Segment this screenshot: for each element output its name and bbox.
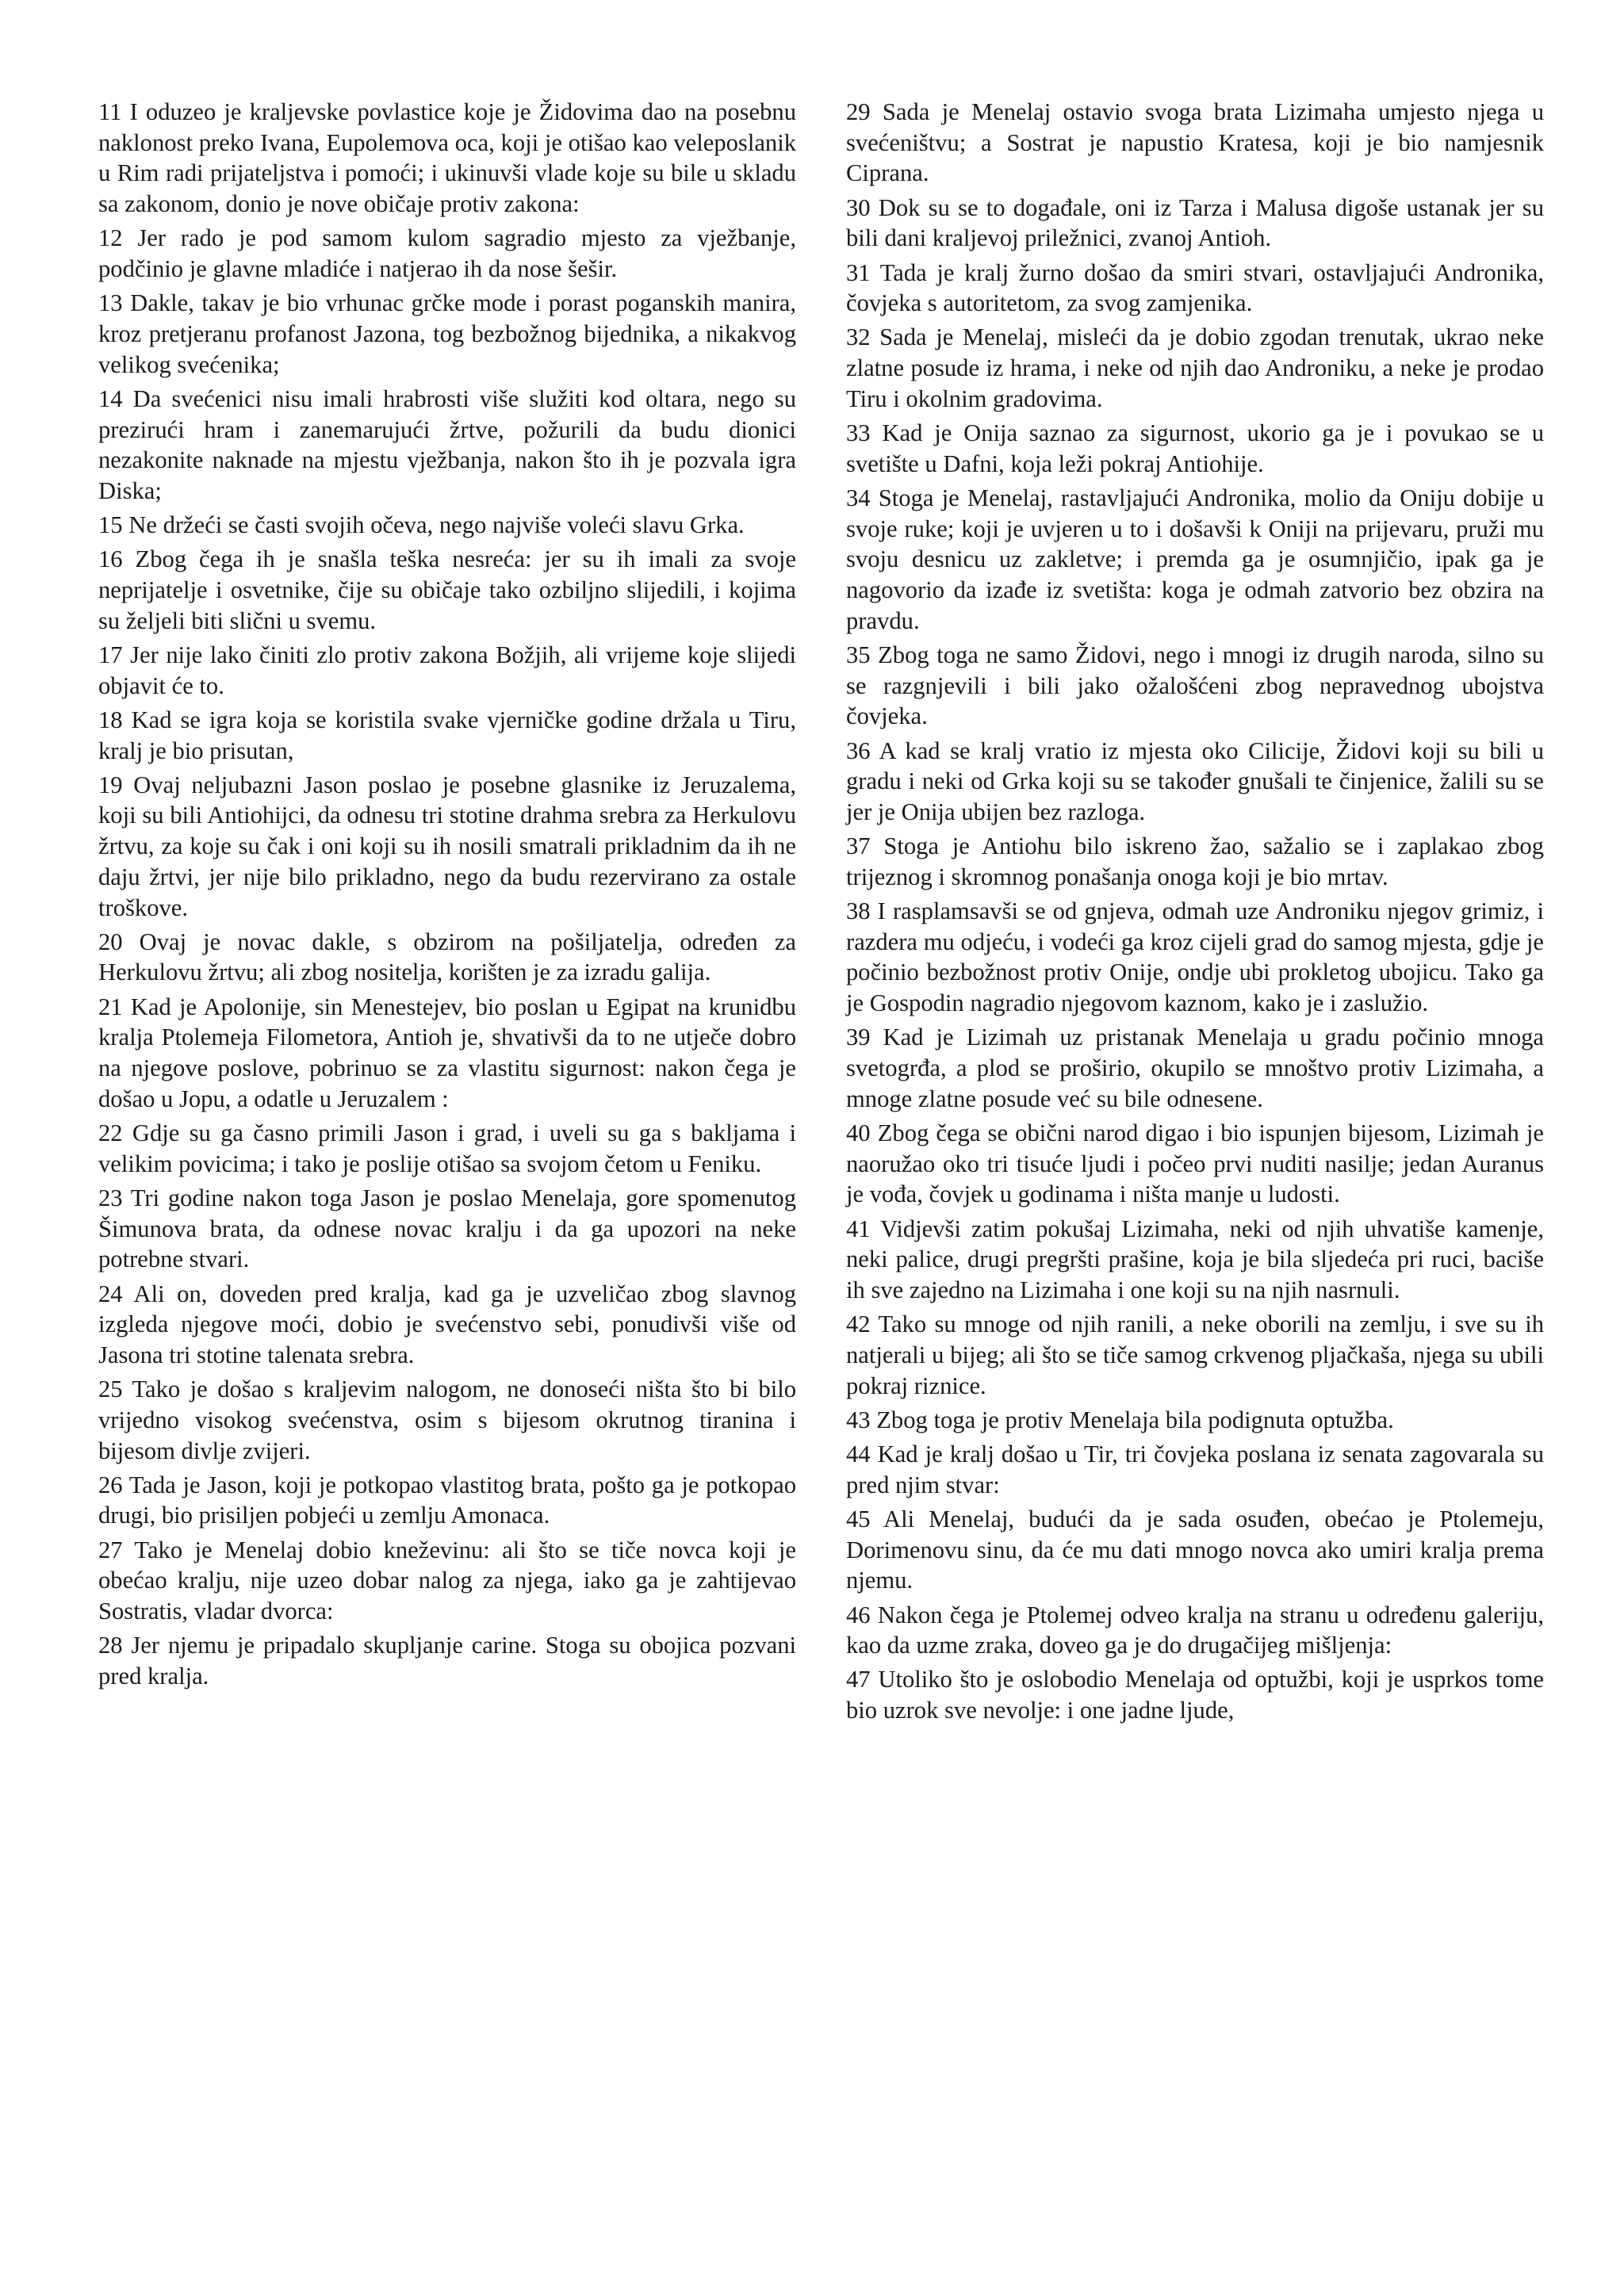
verse: 32 Sada je Menelaj, misleći da je dobio zgodan trenutak, ukrao neke zlatne posude iz hrama, i neke od njih dao Androniku, a neke je prodao Tiru i okolnim gradovima.: [846, 323, 1544, 412]
verse: 11 I oduzeo je kraljevske povlastice koje je Židovima dao na posebnu naklonost preko Ivana, Eupolemova oca, koji je otišao kao veleposlanik u Rim radi prijateljstva i pomoći; i ukinuvši vlade koje su bile u skladu sa zakonom, donio je nove običaje protiv zakona:: [98, 98, 796, 218]
right-column: [846, 97, 1544, 1729]
verse: 39 Kad je Lizimah uz pristanak Menelaja u gradu počinio mnoga svetogrđa, a plod se proširio, okupilo se mnoštvo protiv Lizimaha, a mnoge zlatne posude već su bile odnesene.: [846, 1024, 1544, 1112]
verse: 42 Tako su mnoge od njih ranili, a neke oborili na zemlju, i sve su ih natjerali u bijeg; ali što se tiče samog crkvenog pljačkaša, njega su ubili pokraj riznice.: [846, 1311, 1544, 1399]
verse: 15 Ne držeći se časti svojih očeva, nego najviše voleći slavu Grka.: [98, 511, 745, 539]
verse: 45 Ali Menelaj, budući da je sada osuđen, obećao je Ptolemeju, Dorimenovu sinu, da će mu dati mnogo novca ako umiri kralja prema njemu.: [846, 1505, 1544, 1594]
verse: 43 Zbog toga je protiv Menelaja bila podignuta optužba.: [846, 1406, 1394, 1433]
verse: 23 Tri godine nakon toga Jason je poslao Menelaja, gore spomenutog Šimunova brata, da odnese novac kralju i da ga upozori na neke potrebne stvari.: [98, 1184, 796, 1273]
verse: 16 Zbog čega ih je snašla teška nesreća: jer su ih imali za svoje neprijatelje i osvetnike, čije su običaje tako ozbiljno slijedili, i kojima su željeli biti slični u svemu.: [98, 545, 796, 634]
verse: 44 Kad je kralj došao u Tir, tri čovjeka poslana iz senata zagovarala su pred njim stvar:: [846, 1441, 1544, 1498]
verse: 22 Gdje su ga časno primili Jason i grad, i uveli su ga s bakljama i velikim povicima; i tako je poslije otišao sa svojom četom u Feniku.: [98, 1119, 796, 1177]
verse: 25 Tako je došao s kraljevim nalogom, ne donoseći ništa što bi bilo vrijedno visokog svećenstva, osim s bijesom okrutnog tiranina i bijesom divlje zvijeri.: [98, 1376, 796, 1464]
verse: 13 Dakle, takav je bio vrhunac grčke mode i porast poganskih manira, kroz pretjeranu profanost Jazona, tog bezbožnog bijednika, a nikakvog velikog svećenika;: [98, 289, 796, 378]
verse: 14 Da svećenici nisu imali hrabrosti više služiti kod oltara, nego su prezirući hram i zanemarujući žrtve, požurili da budu dionici nezakonite naknade na mjestu vježbanja, nakon što ih je pozvala igra Diska;: [98, 385, 796, 504]
verse: 17 Jer nije lako činiti zlo protiv zakona Božjih, ali vrijeme koje slijedi objavit će to.: [98, 641, 796, 699]
verse: 47 Utoliko što je oslobodio Menelaja od optužbi, koji je usprkos tome bio uzrok sve nevolje: i one jadne ljude,: [846, 1666, 1544, 1724]
verse: 35 Zbog toga ne samo Židovi, nego i mnogi iz drugih naroda, silno su se razgnjevili i bili jako ožalošćeni zbog nepravednog ubojstva čovjeka.: [846, 641, 1544, 730]
verse: 36 A kad se kralj vratio iz mjesta oko Cilicije, Židovi koji su bili u gradu i neki od Grka koji su se također gnušali te činjenice, žalili su se jer je Onija ubijen bez razloga.: [846, 737, 1544, 825]
verse: 30 Dok su se to događale, oni iz Tarza i Malusa digoše ustanak jer su bili dani kraljevoj priležnici, zvanoj Antioh.: [846, 193, 1544, 252]
left-column: [98, 97, 796, 1695]
verse: 19 Ovaj neljubazni Jason poslao je posebne glasnike iz Jeruzalema, koji su bili Antiohijci, da odnesu tri stotine drahma srebra za Herkulovu žrtvu, za koje su čak i oni koji su ih nosili smatrali prikladnim da ih ne daju žrtvi, jer nije bilo prikladno, nego da budu rezervirano za ostale troškove.: [98, 771, 796, 921]
verse: 38 I rasplamsavši se od gnjeva, odmah uze Androniku njegov grimiz, i razdera mu odjeću, i vodeći ga kroz cijeli grad do samog mjesta, gdje je počinio bezbožnost protiv Onije, ondje ubi prokletog ubojicu. Tako ga je Gospodin nagradio njegovom kaznom, kako je i zaslužio.: [846, 897, 1544, 1017]
verse: 37 Stoga je Antiohu bilo iskreno žao, sažalio se i zaplakao zbog trijeznog i skromnog ponašanja onoga koji je bio mrtav.: [846, 832, 1544, 890]
verse: 29 Sada je Menelaj ostavio svoga brata Lizimaha umjesto njega u svećeništvu; a Sostrat je napustio Kratesa, koji je bio namjesnik Ciprana.: [846, 98, 1544, 187]
verse: 24 Ali on, doveden pred kralja, kad ga je uzveličao zbog slavnog izgleda njegove moći, dobio je svećenstvo sebi, ponudivši više od Jasona tri stotine talenata srebra.: [98, 1280, 796, 1368]
verse: 28 Jer njemu je pripadalo skupljanje carine. Stoga su obojica pozvani pred kralja.: [98, 1632, 796, 1689]
verse: 18 Kad se igra koja se koristila svake vjerničke godine držala u Tiru, kralj je bio prisutan,: [98, 706, 796, 764]
verse: 33 Kad je Onija saznao za sigurnost, ukorio ga je i povukao se u svetište u Dafni, koja leži pokraj Antiohije.: [846, 419, 1544, 477]
verse: 21 Kad je Apolonije, sin Menestejev, bio poslan u Egipat na krunidbu kralja Ptolemeja Filometora, Antioh je, shvativši da to ne utječe dobro na njegove poslove, pobrinuo se za vlastitu sigurnost: nakon čega je došao u Jopu, a odatle u Jeruzalem :: [98, 993, 796, 1112]
verse: 41 Vidjevši zatim pokušaj Lizimaha, neki od njih uhvatiše kamenje, neki palice, drugi pregršti prašine, koja je bila sljedeća pri ruci, baciše ih sve zajedno na Lizimaha i one koji su na njih nasrnuli.: [846, 1215, 1544, 1304]
verse: 12 Jer rado je pod samom kulom sagradio mjesto za vježbanje, podčinio je glavne mladiće i natjerao ih da nose šešir.: [98, 224, 796, 283]
verse: 46 Nakon čega je Ptolemej odveo kralja na stranu u određenu galeriju, kao da uzme zraka, doveo ga je do drugačijeg mišljenja:: [846, 1601, 1544, 1659]
verse: 31 Tada je kralj žurno došao da smiri stvari, ostavljajući Andronika, čovjeka s autoritetom, za svog zamjenika.: [846, 258, 1544, 317]
verse: 26 Tada je Jason, koji je potkopao vlastitog brata, pošto ga je potkopao drugi, bio prisiljen pobjeći u zemlju Amonaca.: [98, 1471, 796, 1529]
verse: 27 Tako je Menelaj dobio kneževinu: ali što se tiče novca koji je obećao kralju, nije uzeo dobar nalog za njega, iako ga je zahtijevao Sostratis, vladar dvorca:: [98, 1536, 796, 1625]
verse: 34 Stoga je Menelaj, rastavljajući Andronika, molio da Oniju dobije u svoje ruke; koji je uvjeren u to i došavši k Oniji na prijevaru, pruži mu svoju desnicu uz zakletve; i premda ga je osumnjičio, ipak ga je nagovorio da izađe iz svetišta: koga je odmah zatvorio bez obzira na pravdu.: [846, 484, 1544, 634]
verse: 20 Ovaj je novac dakle, s obzirom na pošiljatelja, određen za Herkulovu žrtvu; ali zbog nositelja, korišten je za izradu galija.: [98, 928, 796, 986]
verse: 40 Zbog čega se obični narod digao i bio ispunjen bijesom, Lizimah je naoružao oko tri tisuće ljudi i počeo prvi nuditi nasilje; jedan Auranus je vođa, čovjek u godinama i ništa manje u ludosti.: [846, 1119, 1544, 1208]
